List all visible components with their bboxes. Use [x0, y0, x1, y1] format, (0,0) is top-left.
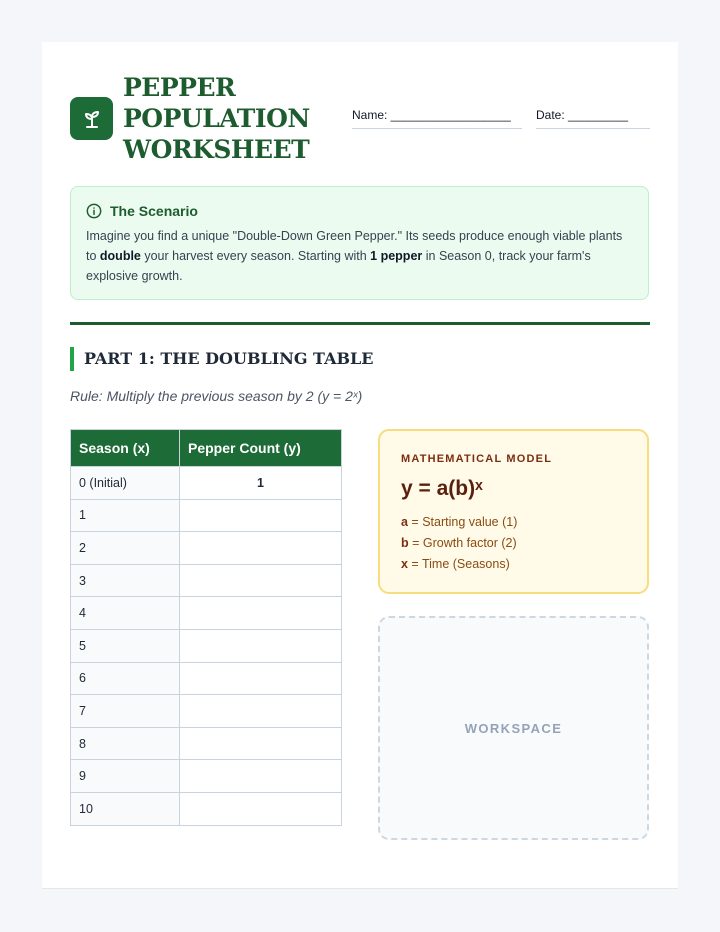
table-header-row: [71, 430, 342, 467]
table-row: [71, 597, 342, 630]
date-field[interactable]: Date: _________: [536, 108, 650, 129]
pepper-count-cell[interactable]: [180, 792, 342, 825]
pepper-count-cell[interactable]: [180, 695, 342, 728]
table-row: [71, 727, 342, 760]
sprout-icon: [80, 107, 104, 131]
scenario-text-part: Imagine you find a unique "Double-Down Green Pepper." Its seeds produce enough viable plants to: [86, 229, 623, 263]
pepper-count-cell[interactable]: [180, 629, 342, 662]
part-1-title: PART 1: THE DOUBLING TABLE: [70, 347, 373, 371]
scenario-text: [86, 226, 631, 286]
logo: [70, 97, 113, 140]
season-cell: 1: [71, 499, 180, 532]
table-row: [71, 467, 342, 500]
column-header-count: Pepper Count (y): [180, 430, 342, 467]
season-cell: 5: [71, 629, 180, 662]
season-cell: 10: [71, 792, 180, 825]
rule-text: Rule: Multiply the previous season by 2 (y = 2ˣ): [70, 388, 363, 404]
season-cell: 3: [71, 564, 180, 597]
pepper-count-cell[interactable]: [180, 727, 342, 760]
model-def-text: = Starting value (1): [407, 515, 518, 529]
table-row: [71, 760, 342, 793]
info-icon: [86, 203, 102, 219]
section-divider: [70, 322, 650, 325]
season-cell: 6: [71, 662, 180, 695]
table-row: [71, 662, 342, 695]
model-var: b: [401, 536, 409, 550]
table-row: [71, 695, 342, 728]
pepper-count-cell[interactable]: 1: [180, 467, 342, 500]
mathematical-model-box: [378, 429, 649, 594]
workspace-box[interactable]: [378, 616, 649, 840]
scenario-emphasis: 1 pepper: [370, 249, 423, 263]
scenario-header: [86, 203, 198, 219]
doubling-table: [70, 429, 342, 826]
table-row: [71, 564, 342, 597]
worksheet-page: [42, 42, 678, 889]
pepper-count-cell[interactable]: [180, 532, 342, 565]
pepper-count-cell[interactable]: [180, 760, 342, 793]
model-def-text: = Growth factor (2): [408, 536, 517, 550]
pepper-count-cell[interactable]: [180, 499, 342, 532]
model-def-b: [401, 536, 517, 550]
name-field[interactable]: Name: __________________: [352, 108, 522, 129]
table-row: [71, 792, 342, 825]
page-title: PEPPER POPULATION WORKSHEET: [123, 73, 310, 164]
pepper-count-cell[interactable]: [180, 662, 342, 695]
season-cell: 8: [71, 727, 180, 760]
scenario-text-part: in Season 0, track your farm's explosive growth.: [86, 249, 591, 283]
column-header-season: Season (x): [71, 430, 180, 467]
scenario-box: [70, 186, 649, 300]
table-row: [71, 629, 342, 662]
pepper-count-cell[interactable]: [180, 597, 342, 630]
season-cell: 7: [71, 695, 180, 728]
workspace-label: WORKSPACE: [464, 720, 563, 736]
scenario-title: The Scenario: [110, 203, 198, 219]
season-cell: 4: [71, 597, 180, 630]
model-def-x: [401, 557, 510, 571]
season-cell: 2: [71, 532, 180, 565]
table-row: [71, 532, 342, 565]
table-row: [71, 499, 342, 532]
model-var: a: [401, 515, 408, 529]
scenario-emphasis: double: [99, 249, 141, 263]
model-formula: y = a(b)ˣ: [401, 477, 483, 500]
pepper-count-cell[interactable]: [180, 564, 342, 597]
scenario-text-part: your harvest every season. Starting with: [140, 249, 371, 263]
model-def-text: = Time (Seasons): [407, 557, 510, 571]
model-def-a: [401, 515, 517, 529]
season-cell: 9: [71, 760, 180, 793]
model-label: MATHEMATICAL MODEL: [401, 453, 553, 465]
model-var: x: [401, 557, 408, 571]
season-cell: 0 (Initial): [71, 467, 180, 500]
